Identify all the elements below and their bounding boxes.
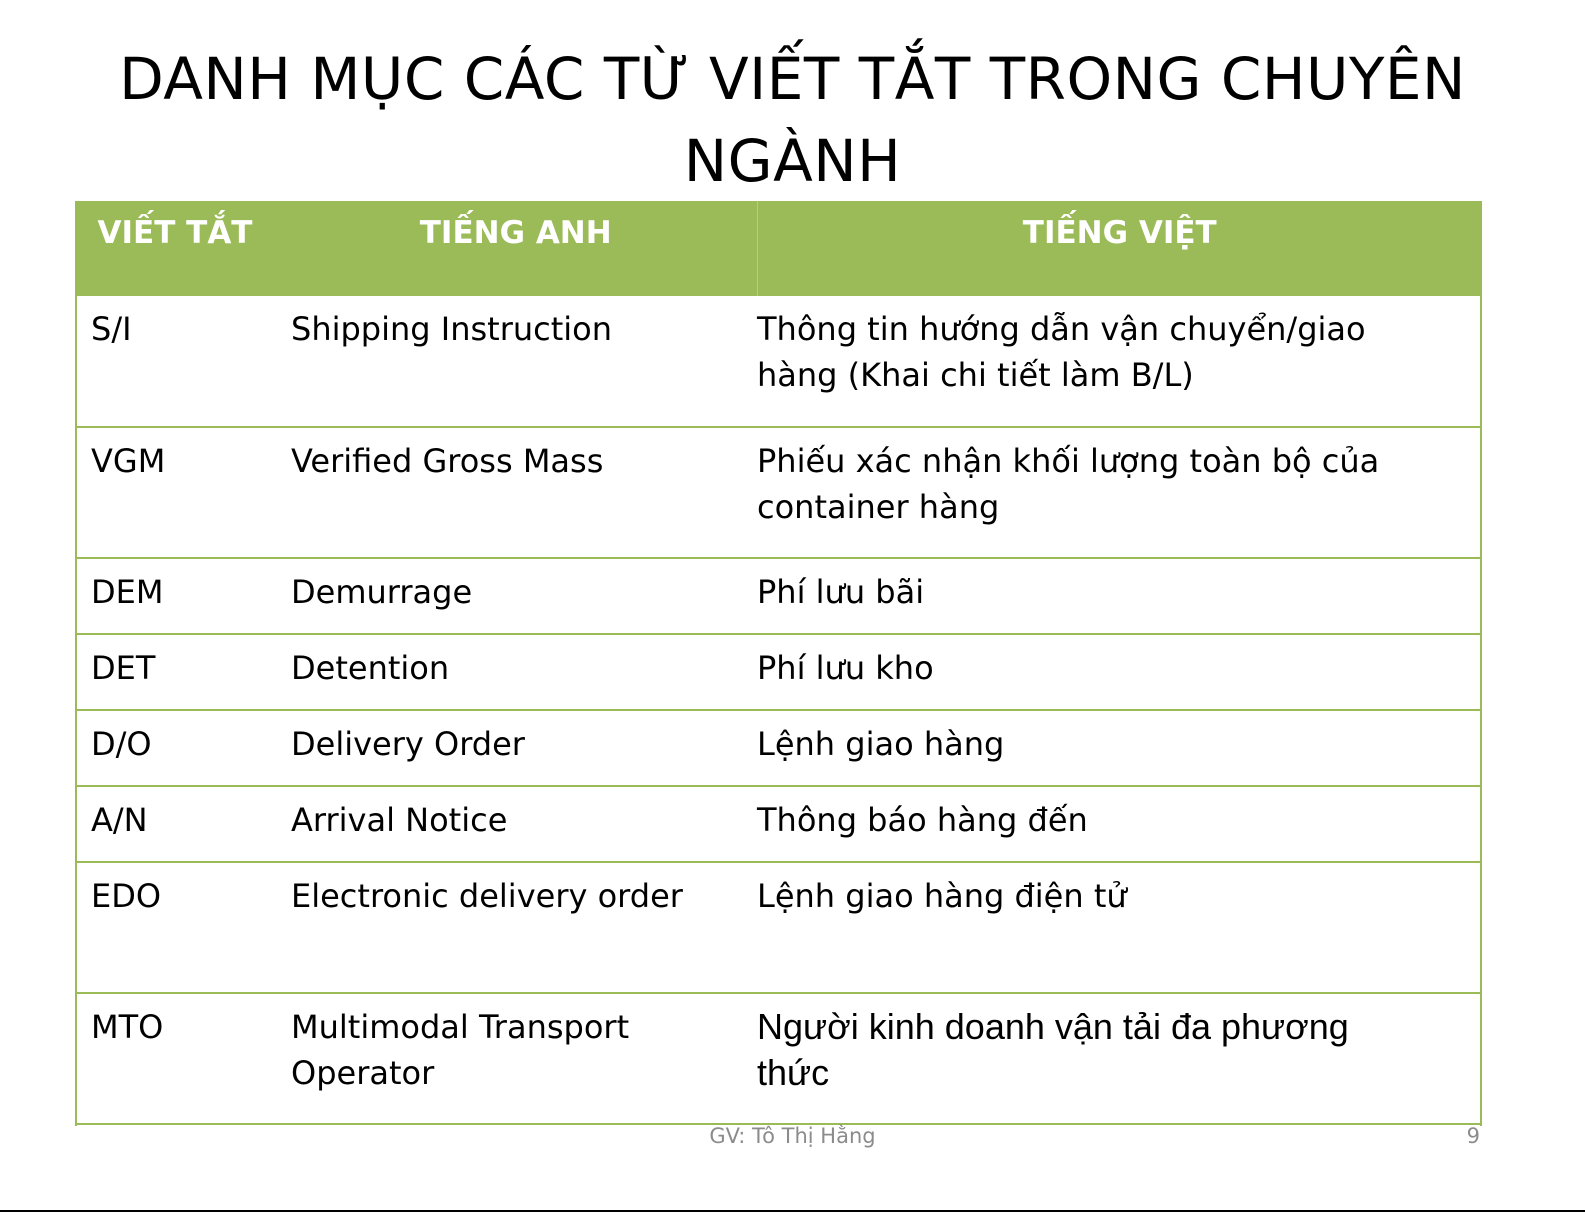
cell-abbreviation: D/O [75,710,275,786]
cell-abbreviation: DEM [75,558,275,634]
table-row [75,710,1482,786]
page-number: 9 [1466,1124,1480,1148]
table-row [75,786,1482,862]
footer-author: GV: Tô Thị Hằng [709,1124,876,1148]
table-header-row [75,201,1482,296]
table-row [75,296,1482,427]
cell-vietnamese: Thông tin hướng dẫn vận chuyển/giao hàng (Khai chi tiết làm B/L) [757,296,1482,427]
cell-english: Arrival Notice [275,786,757,862]
cell-vietnamese: Lệnh giao hàng [757,710,1482,786]
header-vietnamese: TIẾNG VIỆT [757,201,1482,296]
cell-vietnamese: Phiếu xác nhận khối lượng toàn bộ của container hàng [757,427,1482,558]
page-title: DANH MỤC CÁC TỪ VIẾT TẮT TRONG CHUYÊN NGÀNH [119,45,1466,195]
header-abbreviation: VIẾT TẮT [75,201,275,296]
cell-english: Multimodal Transport Operator [275,993,757,1124]
table-row [75,862,1482,993]
table-row [75,634,1482,710]
cell-abbreviation: VGM [75,427,275,558]
cell-abbreviation: EDO [75,862,275,993]
cell-abbreviation: MTO [75,993,275,1124]
cell-abbreviation: S/I [75,296,275,427]
cell-vietnamese: Người kinh doanh vận tải đa phương thức [757,993,1482,1124]
cell-vietnamese: Thông báo hàng đến [757,786,1482,862]
cell-english: Verified Gross Mass [275,427,757,558]
cell-english: Delivery Order [275,710,757,786]
abbreviation-table [75,201,1482,1125]
cell-english: Detention [275,634,757,710]
table-row [75,427,1482,558]
cell-vietnamese: Phí lưu kho [757,634,1482,710]
cell-vietnamese: Phí lưu bãi [757,558,1482,634]
cell-vietnamese: Lệnh giao hàng điện tử [757,862,1482,993]
table-row [75,558,1482,634]
header-english: TIẾNG ANH [275,201,757,296]
cell-abbreviation: A/N [75,786,275,862]
table-row [75,993,1482,1124]
cell-abbreviation: DET [75,634,275,710]
cell-english: Electronic delivery order [275,862,757,993]
bottom-divider [0,1210,1585,1212]
cell-english: Shipping Instruction [275,296,757,427]
cell-english: Demurrage [275,558,757,634]
